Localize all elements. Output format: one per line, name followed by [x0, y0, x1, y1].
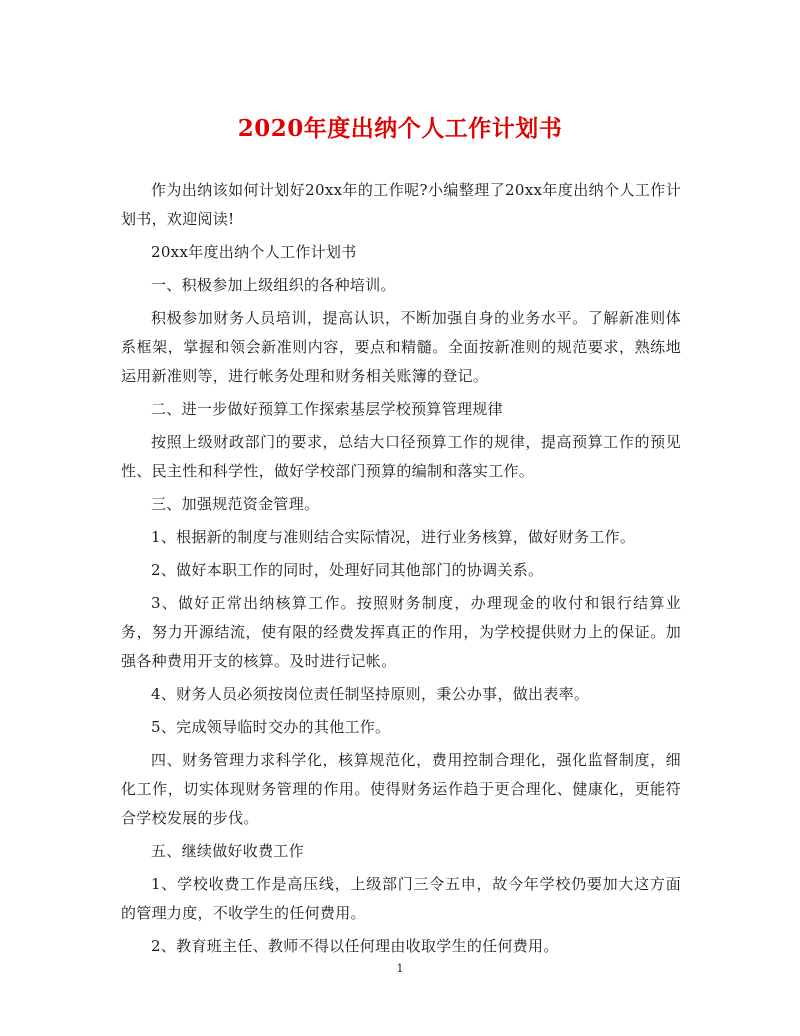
list-item: 2、教育班主任、教师不得以任何理由收取学生的任何费用。	[151, 937, 559, 955]
body-paragraph: 按照上级财政部门的要求，总结大口径预算工作的规律，提高预算工作的预见性、民主性和科学性，做好学校部门预算的编制和落实工作。	[121, 433, 681, 480]
list-item: 4、财务人员必须按岗位责任制坚持原则，秉公办事，做出表率。	[151, 685, 590, 703]
section-heading-4: 四、财务管理力求科学化，核算规范化，费用控制合理化，强化监督制度，细化工作，切实体现财务管理的作用。使得财务运作趋于更合理化、健康化，更能符合学校发展的步伐。	[121, 751, 681, 827]
list-item: 3、做好正常出纳核算工作。按照财务制度，办理现金的收付和银行结算业务，努力开源结流，使有限的经费发挥真正的作用，为学校提供财力上的保证。加强各种费用开支的核算。及时进行记帐。	[121, 594, 681, 670]
list-item: 2、做好本职工作的同时，处理好同其他部门的协调关系。	[151, 561, 544, 579]
subtitle-paragraph: 20xx年度出纳个人工作计划书	[151, 243, 357, 261]
section-heading-1: 一、积极参加上级组织的各种培训。	[151, 276, 396, 294]
section-heading-2: 二、进一步做好预算工作探索基层学校预算管理规律	[151, 400, 503, 418]
list-item: 1、根据新的制度与准则结合实际情况，进行业务核算，做好财务工作。	[151, 528, 636, 546]
body-paragraph: 积极参加财务人员培训，提高认识，不断加强自身的业务水平。了解新准则体系框架，掌握和领会新准则内容，要点和精髓。全面按新准则的规范要求，熟练地运用新准则等，进行帐务处理和财务相关账簿的登记。	[121, 309, 681, 385]
list-item: 5、完成领导临时交办的其他工作。	[151, 718, 391, 736]
document-title: 2020年度出纳个人工作计划书	[237, 115, 563, 142]
document-body	[121, 176, 681, 965]
section-heading-3: 三、加强规范资金管理。	[151, 495, 320, 513]
page-number: 1	[396, 962, 404, 975]
intro-paragraph: 作为出纳该如何计划好20xx年的工作呢?小编整理了20xx年度出纳个人工作计划书，欢迎阅读!	[121, 181, 681, 228]
list-item: 1、学校收费工作是高压线，上级部门三令五申，故今年学校仍要加大这方面的管理力度，不收学生的任何费用。	[121, 875, 681, 922]
section-heading-5: 五、继续做好收费工作	[151, 842, 305, 860]
